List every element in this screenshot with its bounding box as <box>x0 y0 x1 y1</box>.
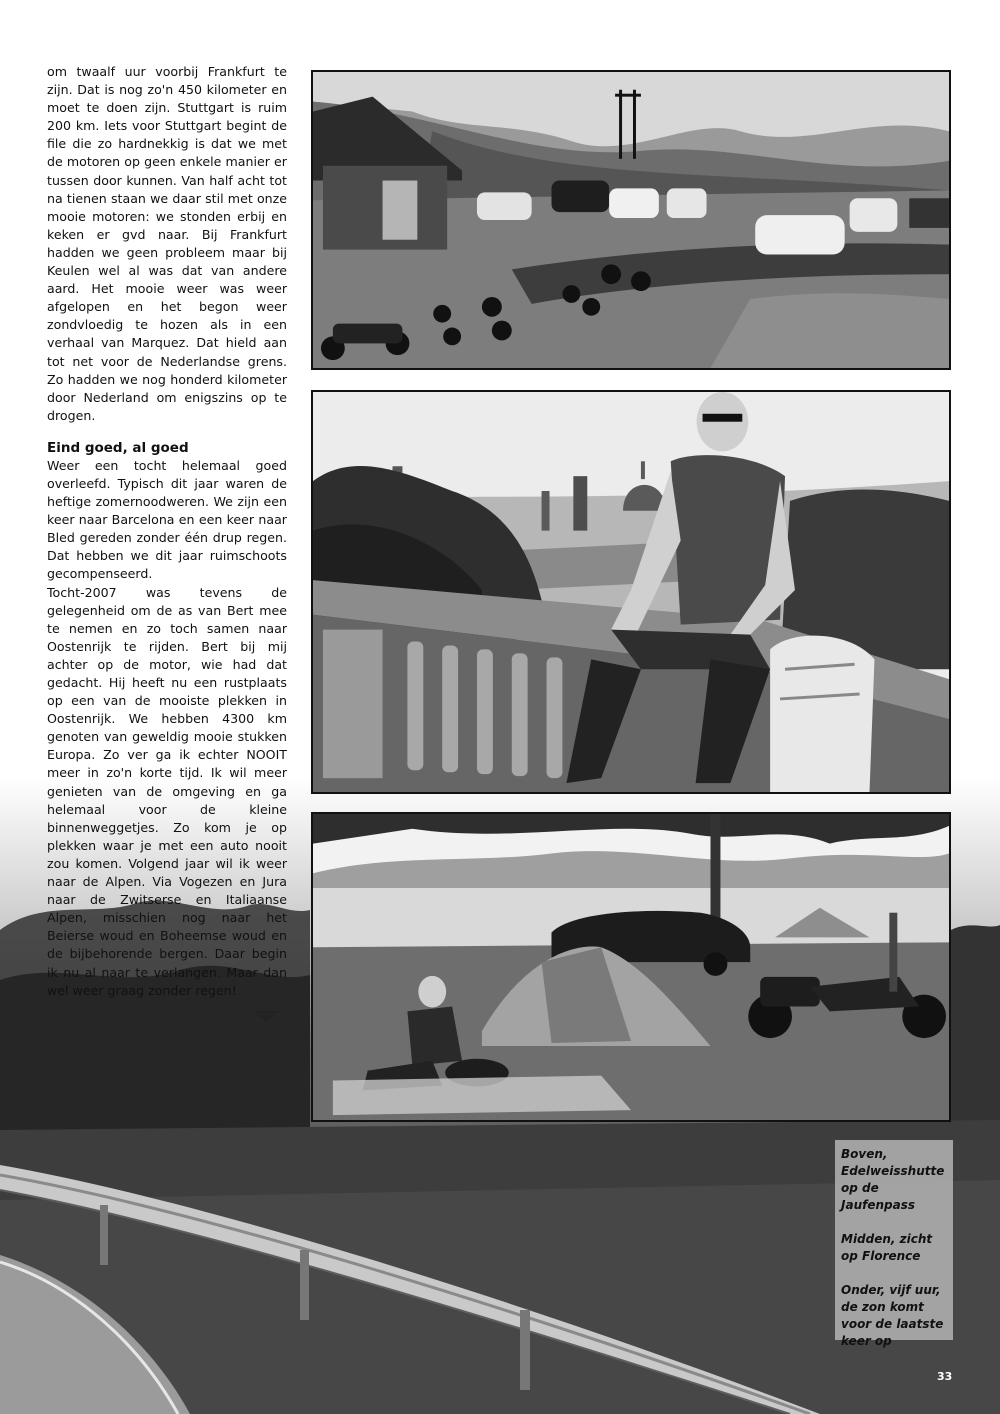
photo-mountain-pass-parking <box>311 70 951 370</box>
caption-top: Boven, Edelweisshutte op de Jaufenpass <box>841 1147 945 1212</box>
section-heading: Eind goed, al goed <box>47 439 189 456</box>
article-paragraph-2: Weer een tocht helemaal goed overleefd. Typisch dit jaar waren de heftige zomernoodweren. We zijn een keer naar Barcelona en een keer naar Bled gereden zonder één drup regen. Dat hebben we dit jaar ruimschoots gecompenseerd. <box>47 457 287 582</box>
article-paragraph-3: Tocht-2007 was tevens de gelegenheid om de as van Bert mee te nemen en zo toch samen naar Oostenrijk te rijden. Bert bij mij achter op de motor, wie had dat gedacht. Hij heeft nu een rustplaats op een van de mooiste plekken in Oostenrijk. We hebben 4300 km genoten van geweldig mooie stukken Europa. Zo ver ga ik echter NOOIT meer in zo'n korte tijd. Ik wil meer genieten van de omgeving en ga helemaal voor de kleine binnenweggetjes. Zo kom je op plekken waar je met een auto nooit zou komen. Volgend jaar wil ik weer naar de Alpen. Via Vogezen en Jura naar de Zwitserse en Italiaanse Alpen, misschien nog naar het Beierse woud en Boheemse woud en de bijbehorende bergen. Daar begin ik nu al naar te verlangen. Maar dan wel weer graag zonder regen! <box>47 584 287 998</box>
photo-captions <box>835 1140 953 1348</box>
photo-lakeside-camping <box>311 812 951 1122</box>
caption-middle: Midden, zicht op Florence <box>841 1232 933 1263</box>
photo-florence-view <box>311 390 951 794</box>
caption-bottom: Onder, vijf uur, de zon komt voor de laatste keer op <box>841 1283 944 1348</box>
page-number: 33 <box>937 1370 953 1383</box>
article-paragraph-1: om twaalf uur voorbij Frankfurt te zijn. Dat is nog zo'n 450 kilometer en moet te doen zijn. Stuttgart is ruim 200 km. Iets voor Stuttgart begint de file die zo hardnekkig is dat we met de motoren op geen enkele manier er tussen door kunnen. Van half acht tot na tienen staan we daar stil met onze mooie motoren: we stonden erbij en keken er gvd naar. Bij Frankfurt hadden we geen probleem maar bij Keulen wel al was dat van andere aard. Het mooie weer was weer afgelopen en het begon weer zondvloedig te hozen als in een verhaal van Marquez. Dat hield aan tot net voor de Nederlandse grens. Zo hadden we nog honderd kilometer door Nederland om enigszins op te drogen. <box>47 64 287 423</box>
article-column <box>47 63 287 1027</box>
end-of-article-icon <box>252 1008 280 1022</box>
